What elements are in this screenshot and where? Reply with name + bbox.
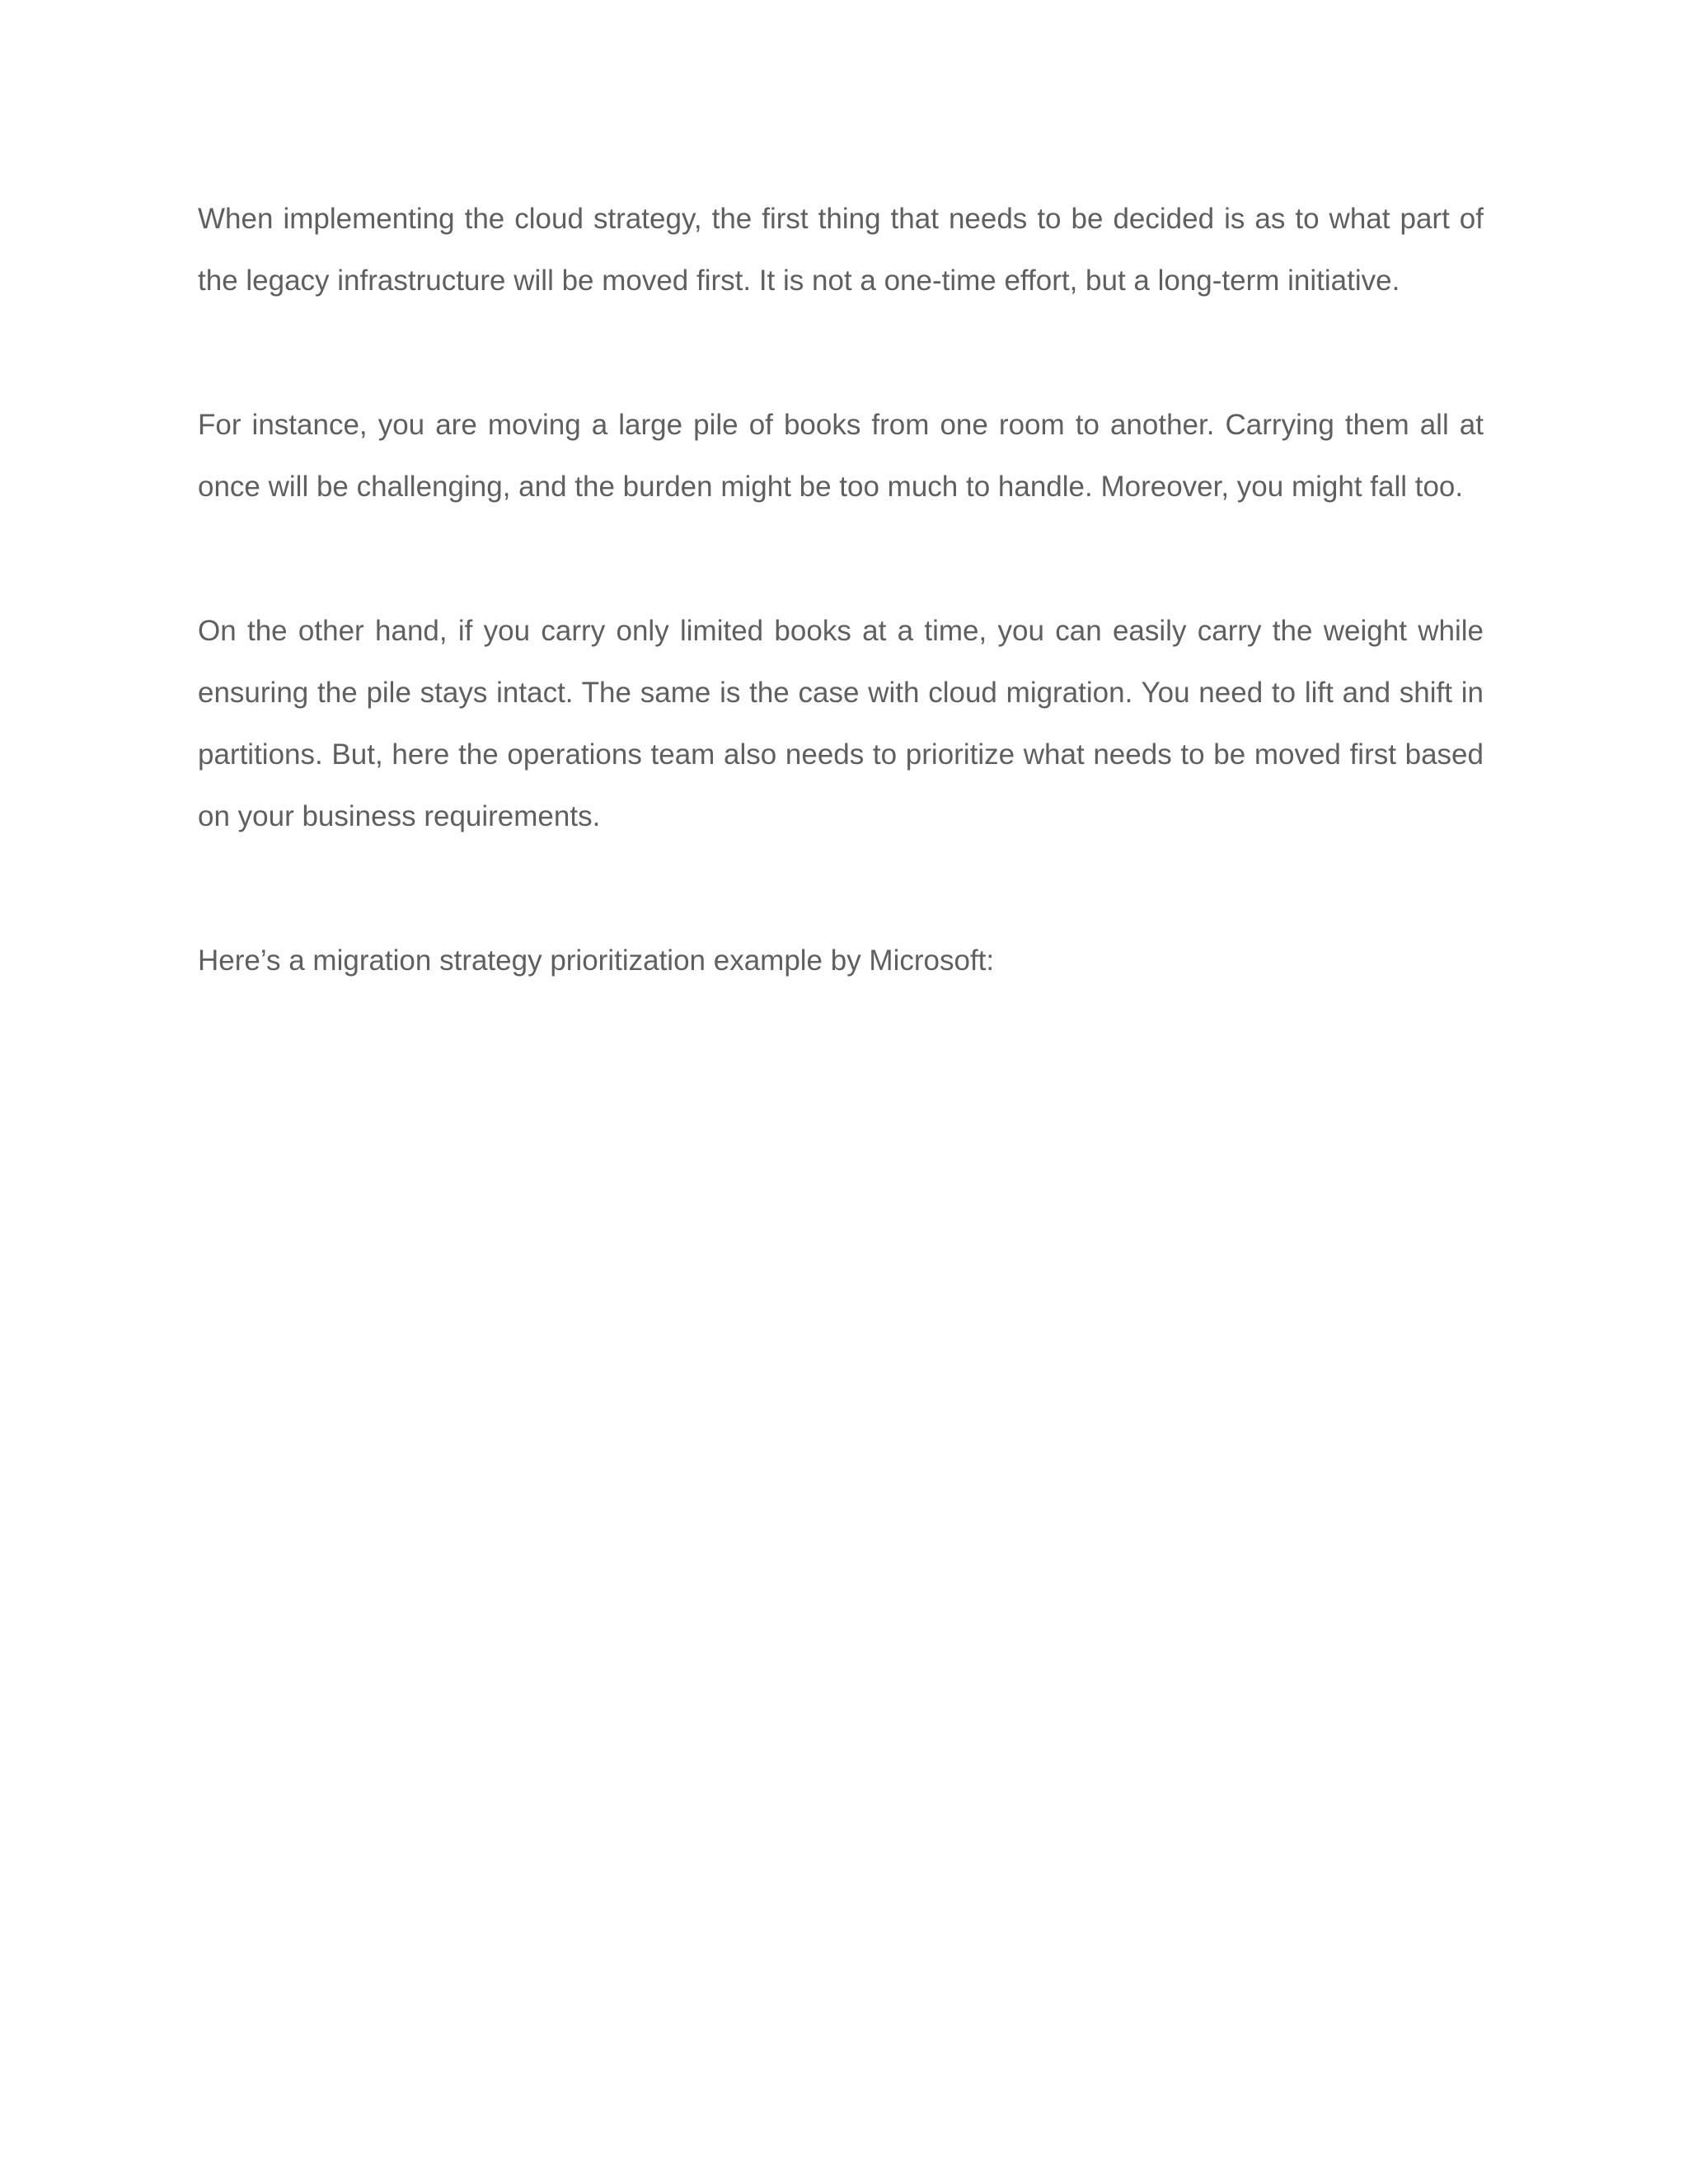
- paragraph-3: On the other hand, if you carry only limited books at a time, you can easily carry the weight while ensuring the pile stays intact. The same is the case with cloud migration. You need to lift and shift in partitions. But, here the operations team also needs to prioritize what needs to be moved first based on your business requirements.: [198, 615, 1484, 832]
- paragraph-4: Here’s a migration strategy prioritization example by Microsoft:: [198, 944, 995, 977]
- document-body: [198, 188, 1484, 991]
- paragraph-2: For instance, you are moving a large pile of books from one room to another. Carrying them all at once will be challenging, and the burden might be too much to handle. Moreover, you might fall too.: [198, 409, 1484, 503]
- paragraph-1: When implementing the cloud strategy, the first thing that needs to be decided is as to what part of the legacy infrastructure will be moved first. It is not a one-time effort, but a long-term initiative.: [198, 203, 1484, 297]
